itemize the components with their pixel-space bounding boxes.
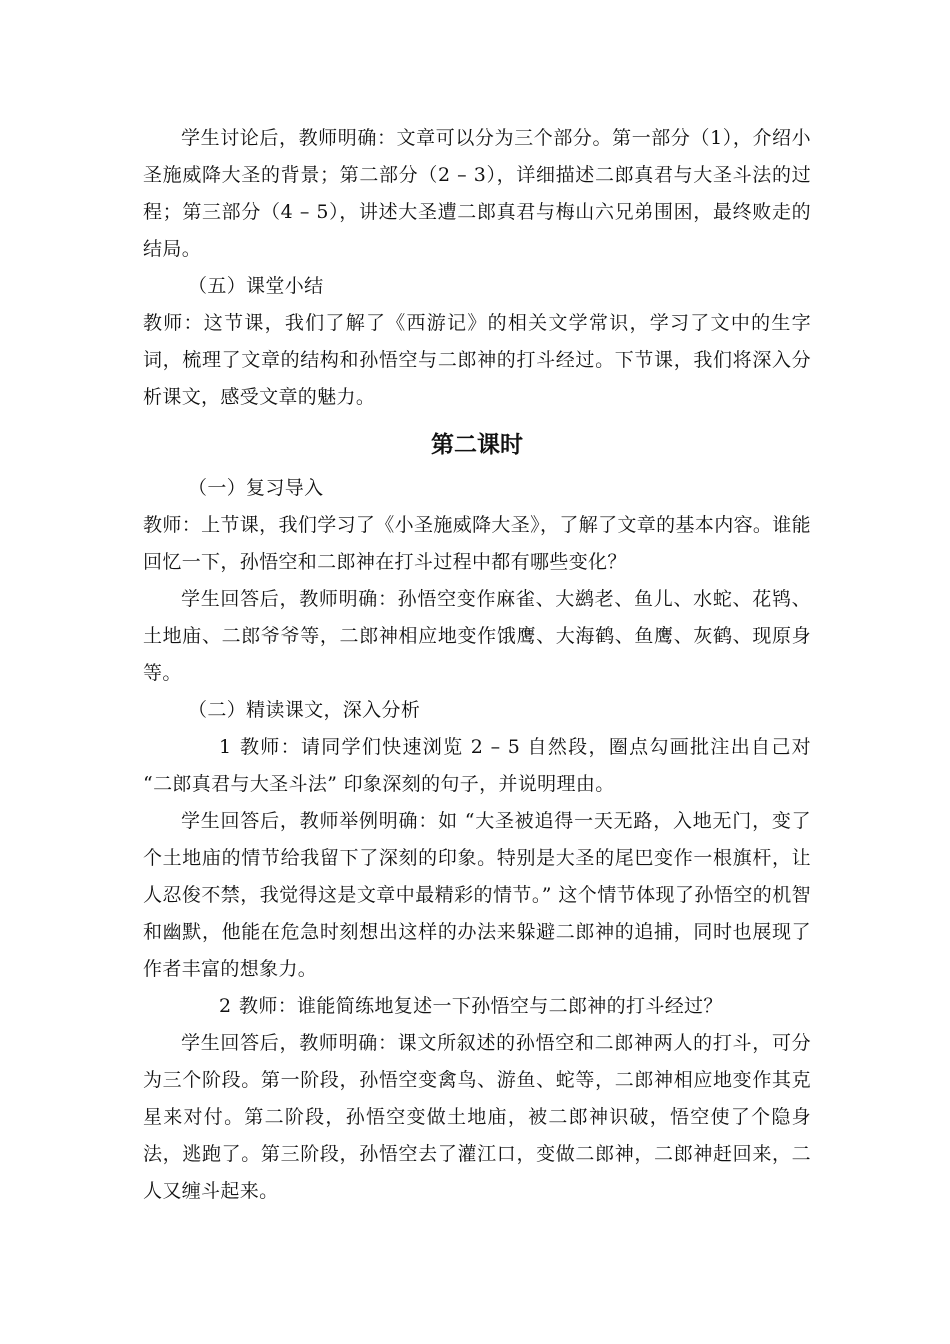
item-text: 教师：请同学们快速浏览 2 – 5 自然段，圈点勾画批注出自己对 “二郎真君与大圣斗法” 印象深刻的句子，并说明理由。 (143, 736, 811, 795)
document-body (143, 120, 811, 1210)
item-text: 教师：谁能简练地复述一下孙悟空与二郎神的打斗经过？ (239, 995, 723, 1017)
lesson-title: 第二课时 (431, 432, 523, 458)
paragraph-class-summary: 教师：这节课，我们了解了《西游记》的相关文学常识，学习了文中的生字词，梳理了文章的结构和孙悟空与二郎神的打斗经过。下节课，我们将深入分析课文，感受文章的魅力。 (143, 312, 811, 408)
paragraph-structure-summary: 学生讨论后，教师明确：文章可以分为三个部分。第一部分（1），介绍小圣施威降大圣的背景；第二部分（2 – 3），详细描述二郎真君与大圣斗法的过程；第三部分（4 – 5），讲述大圣遭二郎真君与梅山六兄弟围困，最终败走的结局。 (143, 127, 811, 260)
paragraph-review-answer: 学生回答后，教师明确：孙悟空变作麻雀、大鹚老、鱼儿、水蛇、花鸨、土地庙、二郎爷爷等，二郎神相应地变作饿鹰、大海鹤、鱼鹰、灰鹤、现原身等。 (143, 588, 811, 684)
section-heading-review: （一）复习导入 (188, 477, 324, 499)
item-number: 2 (219, 995, 232, 1017)
numbered-item-1 (143, 729, 811, 803)
paragraph-example-answer: 学生回答后，教师举例明确：如 “大圣被追得一天无路，入地无门，变了个土地庙的情节给我留下了深刻的印象。特别是大圣的尾巴变作一根旗杆，让人忍俊不禁，我觉得这是文章中最精彩的情节。” 这个情节体现了孙悟空的机智和幽默，他能在危急时刻想出这样的办法来躲避二郎神的追捕，同时也展现了作者丰富的想象力。 (143, 810, 811, 980)
item-number: 1 (219, 736, 232, 758)
section-heading-class-summary: （五）课堂小结 (188, 275, 324, 297)
paragraph-review-question: 教师：上节课，我们学习了《小圣施威降大圣》，了解了文章的基本内容。谁能回忆一下，孙悟空和二郎神在打斗过程中都有哪些变化？ (143, 514, 811, 573)
paragraph-fight-stages: 学生回答后，教师明确：课文所叙述的孙悟空和二郎神两人的打斗，可分为三个阶段。第一阶段，孙悟空变禽鸟、游鱼、蛇等，二郎神相应地变作其克星来对付。第二阶段，孙悟空变做土地庙，被二郎神识破，悟空使了个隐身法，逃跑了。第三阶段，孙悟空去了灌江口，变做二郎神，二郎神赶回来，二人又缠斗起来。 (143, 1032, 811, 1202)
numbered-item-2 (143, 988, 811, 1025)
section-heading-close-reading: （二）精读课文，深入分析 (188, 699, 421, 721)
